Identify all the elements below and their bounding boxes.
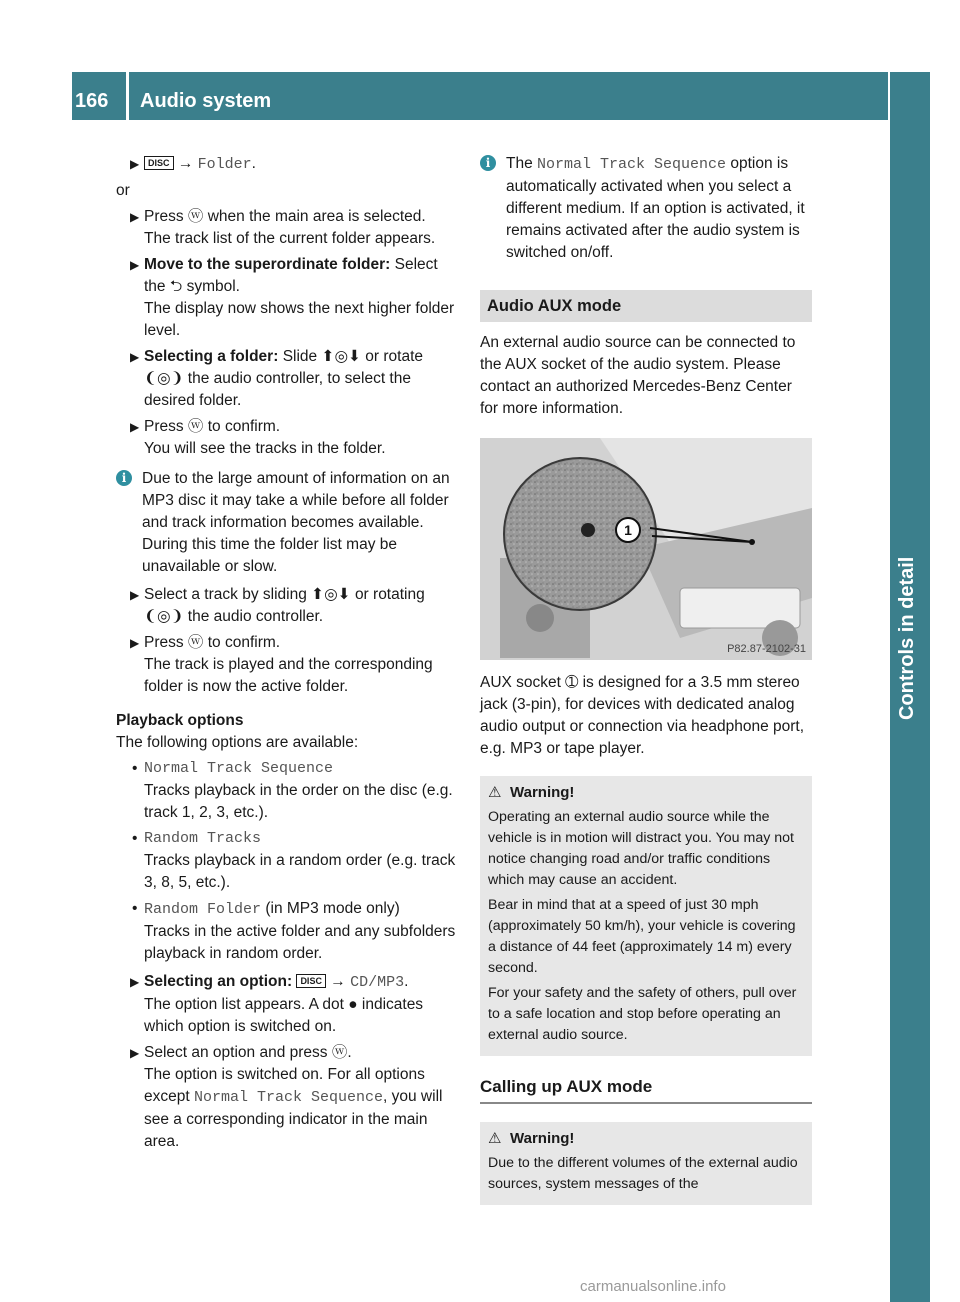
step-arrow-icon: ▶ [130,420,140,434]
step-superordinate [116,254,462,342]
option-desc: Tracks playback in the order on the disc (e.g. track 1, 2, 3, etc.). [144,782,453,821]
disc-key-icon: DISC [144,156,174,170]
right-column [480,153,812,1205]
option-name: Random Folder [144,901,262,918]
warning-title: ⚠ Warning! [488,1130,575,1147]
step-arrow-icon: ▶ [130,975,140,989]
option-name-line [144,898,462,921]
result-b: , you will see a corresponding indicator in the main area. [144,1088,443,1150]
step-result [144,1064,462,1153]
info-mono: Normal Track Sequence [537,156,727,173]
page-number: 166 [75,90,109,112]
step-body: Select the ⮌ symbol. [144,256,438,295]
warning-icon: ⚠ [488,1130,502,1147]
aux-photo-illustration [480,438,812,660]
menu-value: Folder [197,156,252,173]
menu-value: CD/MP3 [350,974,405,991]
warning-title: ⚠ Warning! [488,784,575,801]
warning-paragraph: For your safety and the safety of others, pull over to a safe location and stop before operating an external audio source. [488,985,797,1043]
warning-box-2 [480,1122,812,1205]
step-arrow-icon: ▶ [130,1046,140,1060]
info-icon: i [116,470,132,486]
step-result: The option list appears. A dot ● indicates which option is switched on. [144,996,424,1035]
result-mono: Normal Track Sequence [193,1089,384,1106]
aux-socket-text: AUX socket ➀ is designed for a 3.5 mm stereo jack (3-pin), for devices with dedicated analog audio output or connection via headphone port, e.g. MP3 or tape player. [480,674,805,757]
step-result: The track list of the current folder appears. [144,230,436,247]
step-text: Select a track by sliding ⬆◎⬇ or rotating ❨◎❩ the audio controller. [144,586,425,625]
step-result: The track is played and the corresponding folder is now the active folder. [144,656,433,695]
step-arrow-icon: ▶ [130,588,140,602]
info-pre: The [506,155,533,172]
warning-paragraph: Operating an external audio source while the vehicle is in motion will distract you. You may not notice changing road and/or traffic conditions which may cause an accident. [488,809,794,888]
left-column [116,153,462,1157]
step-arrow-icon: ▶ [130,258,140,272]
section-title: Audio system [140,90,272,112]
or-text: or [116,182,130,199]
photo-callout: 1 [624,522,632,538]
warning-paragraph: Bear in mind that at a speed of just 30 mph (approximately 50 km/h), your vehicle is covering a distance of 44 feet (approximately 14 m) every second. [488,897,796,976]
step-result: You will see the tracks in the folder. [144,440,386,457]
photo-code: P82.87-2102-31 [727,643,806,655]
step-result: The display now shows the next higher folder level. [144,300,455,339]
step-confirm-folder [116,416,462,460]
option-random-tracks [116,828,462,894]
bullet-icon: • [132,760,138,777]
step-select-track [116,584,462,628]
step-selecting-option [116,971,462,1038]
step-text: Press ⓦ to confirm. [144,418,281,435]
step-arrow-icon: ▶ [130,157,140,171]
option-normal [116,758,462,824]
step-text: Select an option and press ⓦ. [144,1044,352,1061]
info-post: option is automatically activated when you select a different medium. If an option is activated, it remains activated after the audio system is switched on/off. [506,155,805,261]
bullet-icon: • [132,830,138,847]
playback-intro: The following options are available: [116,734,359,751]
option-desc: Tracks in the active folder and any subfolders playback in random order. [144,923,456,962]
watermark: carmanualsonline.info [580,1278,726,1295]
step-arrow-icon: ▶ [130,210,140,224]
option-desc: Tracks playback in a random order (e.g. track 3, 8, 5, etc.). [144,852,456,891]
step-label: Move to the superordinate folder: [144,256,391,273]
warning-box-1 [480,776,812,1056]
step-arrow-icon: ▶ [130,350,140,364]
arrow-glyph: → [177,155,194,172]
aux-heading: Audio AUX mode [480,290,812,322]
info-text: Due to the large amount of information on an MP3 disc it may take a while before all folder and track information becomes available. During this time the folder list may be unavailable or slow. [142,470,450,575]
info-text [506,153,812,264]
step-select-option [116,1042,462,1153]
step-text: Selecting an option: DISC → CD/MP3. [144,973,409,991]
step-confirm-track [116,632,462,698]
info-note-right [480,153,812,264]
info-icon: i [480,155,496,171]
step-select-folder: ▶ DISC → Folder. [130,155,256,173]
step-text [144,346,462,412]
disc-key-icon: DISC [296,974,326,988]
step-selecting-folder [116,346,462,412]
option-suffix: (in MP3 mode only) [265,900,400,917]
step-text [144,254,462,298]
step-label: Selecting an option: [144,973,293,990]
step-body: Slide ⬆◎⬇ or rotate ❨◎❩ the audio controller, to select the desired folder. [144,348,423,409]
header-divider [126,72,129,120]
result-a: The option is switched on. For all options except [144,1066,425,1105]
side-tab-label: Controls in detail [896,556,918,720]
warning-paragraph: Due to the different volumes of the external audio sources, system messages of the [488,1155,798,1192]
step-press-confirm [116,206,462,250]
step-text: Press ⓦ when the main area is selected. [144,208,426,225]
option-name: Normal Track Sequence [144,760,334,777]
bullet-icon: • [132,900,138,917]
warning-icon: ⚠ [488,784,502,801]
option-random-folder [116,898,462,965]
playback-heading: Playback options [116,712,244,729]
option-name: Random Tracks [144,830,262,847]
info-note [116,468,462,578]
step-text: Press ⓦ to confirm. [144,634,281,651]
aux-intro: An external audio source can be connected to the AUX socket of the audio system. Please contact an authorized Mercedes-Benz Center for more information. [480,334,796,417]
step-label: Selecting a folder: [144,348,279,365]
aux-socket-photo [480,438,812,660]
step-arrow-icon: ▶ [130,636,140,650]
calling-aux-heading: Calling up AUX mode [480,1076,812,1104]
